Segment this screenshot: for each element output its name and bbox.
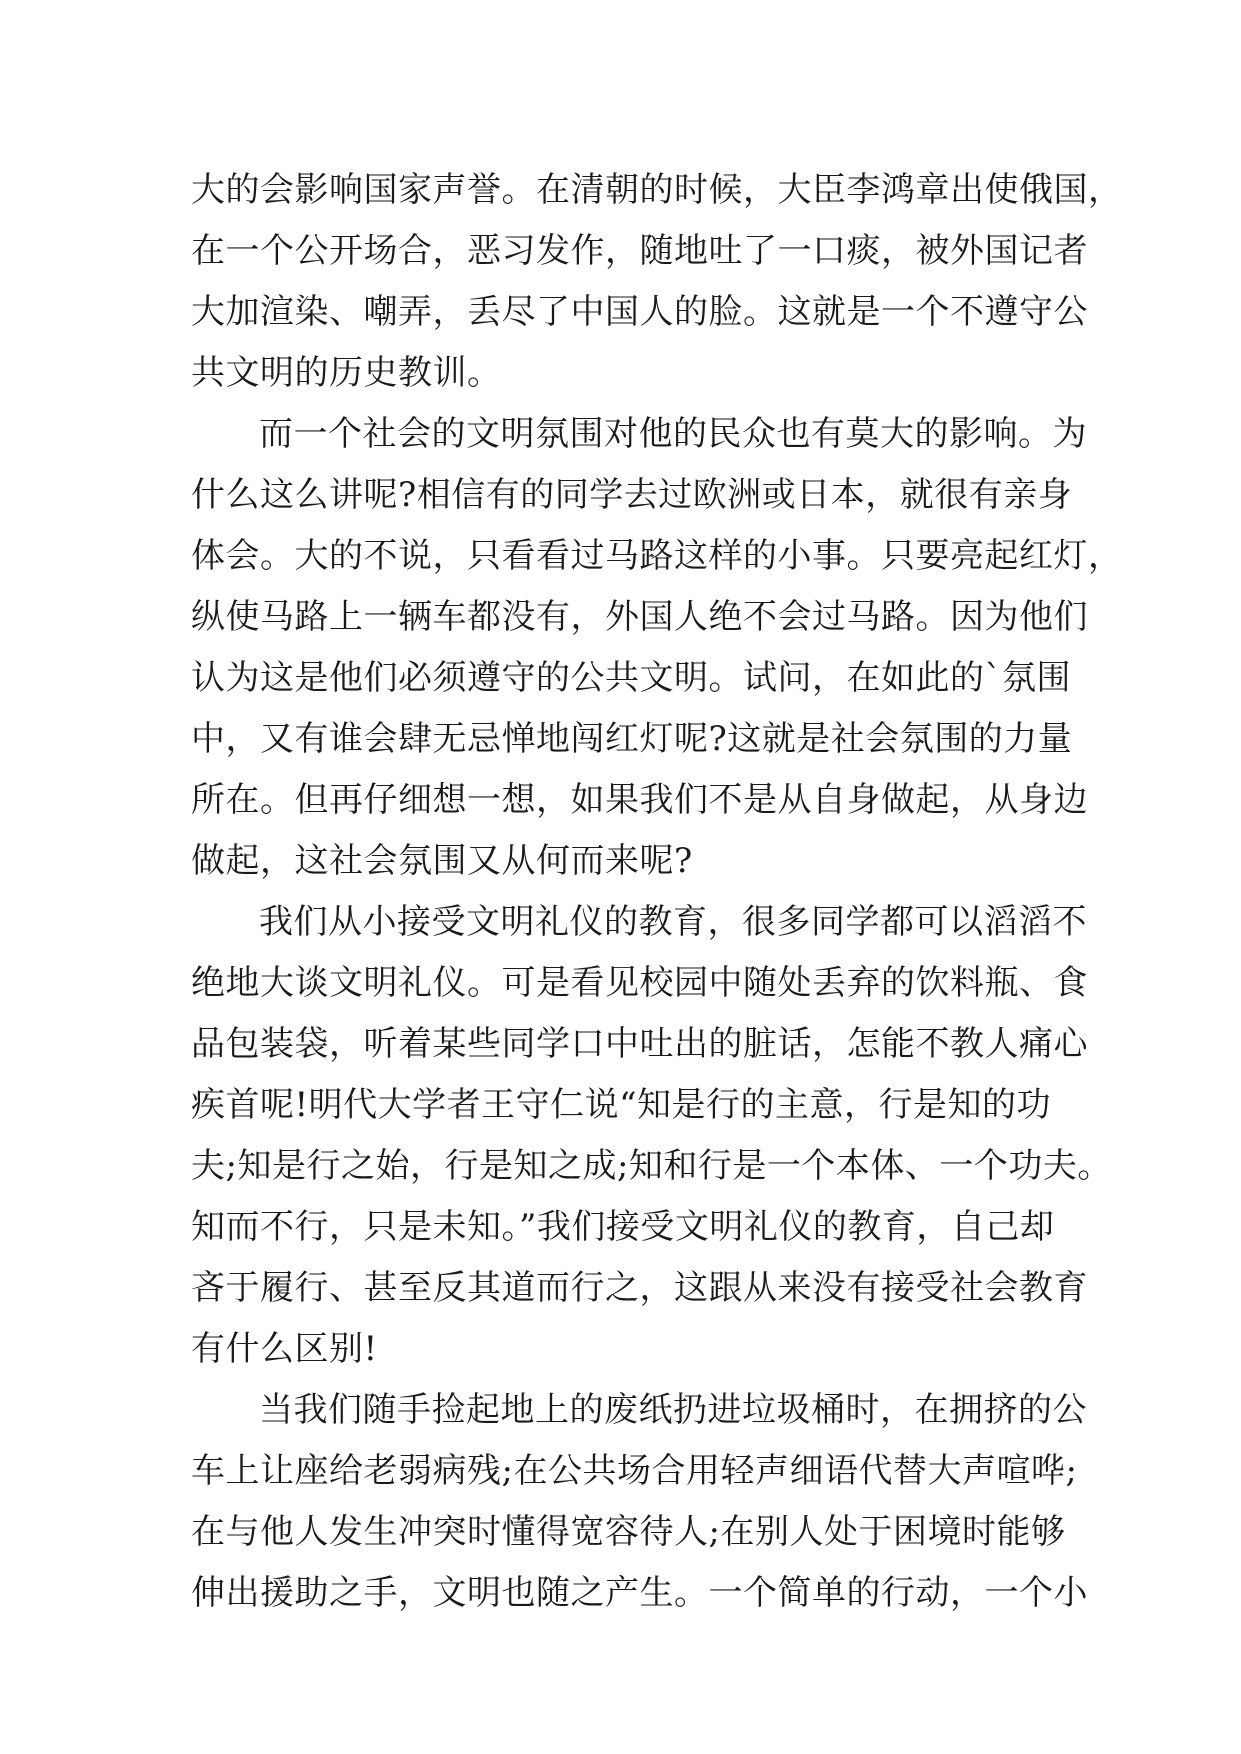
text-line: 有什么区别! bbox=[191, 1329, 378, 1369]
text-line: 所在。但再仔细想一想，如果我们不是从自身做起，从身边 bbox=[191, 780, 1088, 820]
text-line: 当我们随手捡起地上的废纸扔进垃圾桶时，在拥挤的公 bbox=[259, 1390, 1087, 1430]
text-line: 伸出援助之手，文明也随之产生。一个简单的行动，一个小 bbox=[191, 1573, 1088, 1613]
text-line: 纵使马路上一辆车都没有，外国人绝不会过马路。因为他们 bbox=[191, 597, 1088, 637]
text-line: 什么这么讲呢?相信有的同学去过欧洲或日本，就很有亲身 bbox=[191, 475, 1073, 515]
text-line: 大加渲染、嘲弄，丢尽了中国人的脸。这就是一个不遵守公 bbox=[191, 292, 1088, 332]
paragraph bbox=[191, 892, 1112, 1380]
text-line: 认为这是他们必须遵守的公共文明。试问，在如此的`氛围 bbox=[191, 658, 1071, 698]
text-line: 中，又有谁会肆无忌惮地闯红灯呢?这就是社会氛围的力量 bbox=[191, 719, 1073, 759]
text-line: 而一个社会的文明氛围对他的民众也有莫大的影响。为 bbox=[259, 414, 1087, 454]
text-line: 知而不行，只是未知。”我们接受文明礼仪的教育，自己却 bbox=[191, 1207, 1055, 1247]
text-line: 大的会影响国家声誉。在清朝的时候，大臣李鸿章出使俄国， bbox=[191, 170, 1123, 210]
text-line: 绝地大谈文明礼仪。可是看见校园中随处丢弃的饮料瓶、食 bbox=[191, 963, 1088, 1003]
text-line: 在与他人发生冲突时懂得宽容待人;在别人处于困境时能够 bbox=[191, 1512, 1066, 1552]
text-line: 体会。大的不说，只看看过马路这样的小事。只要亮起红灯， bbox=[191, 536, 1123, 576]
text-line: 吝于履行、甚至反其道而行之，这跟从来没有接受社会教育 bbox=[191, 1268, 1088, 1308]
text-line: 车上让座给老弱病残;在公共场合用轻声细语代替大声喧哗; bbox=[191, 1451, 1078, 1491]
text-line: 做起，这社会氛围又从何而来呢? bbox=[191, 841, 693, 881]
text-line: 品包装袋，听着某些同学口中吐出的脏话，怎能不教人痛心 bbox=[191, 1024, 1088, 1064]
paragraph bbox=[191, 404, 1123, 892]
body-text bbox=[191, 160, 1123, 1624]
text-line: 疾首呢!明代大学者王守仁说“知是行的主意，行是知的功 bbox=[191, 1085, 1052, 1125]
paragraph bbox=[191, 160, 1123, 404]
text-line: 在一个公开场合，恶习发作，随地吐了一口痰，被外国记者 bbox=[191, 231, 1088, 271]
text-line: 我们从小接受文明礼仪的教育，很多同学都可以滔滔不 bbox=[259, 902, 1087, 942]
paragraph bbox=[191, 1380, 1088, 1624]
text-line: 共文明的历史教训。 bbox=[191, 353, 502, 393]
text-line: 夫;知是行之始，行是知之成;知和行是一个本体、一个功夫。 bbox=[191, 1146, 1112, 1186]
